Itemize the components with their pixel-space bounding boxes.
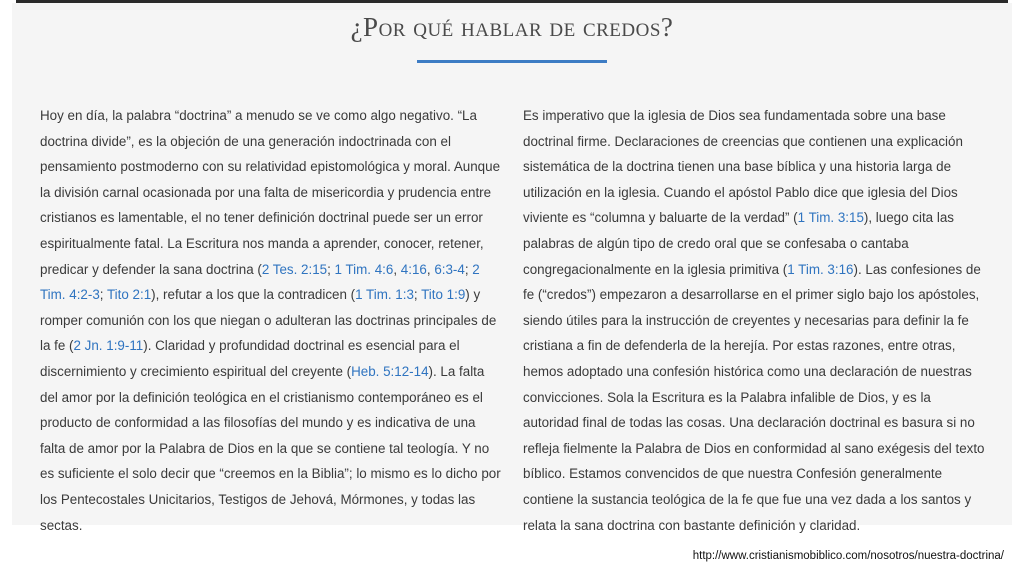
text-segment: ,: [426, 261, 435, 277]
title-underline: [417, 60, 607, 63]
text-segment: Hoy en día, la palabra “doctrina” a menudo se ve como algo negativo. “La doctrina divide”, es la objeción de una generación indoctrinada con el pensamiento postmoderno con su relatividad epistomológica y moral. Aunque la división carnal ocasionada por una falta de misericordia y prudencia entre cristianos es lamentable, el no tener definición doctrinal puede ser un error espiritualmente fatal. La Escritura nos manda a aprender, conocer, retener, predicar y defender la sana doctrina (: [40, 108, 501, 277]
left-column-paragraph: [40, 103, 502, 538]
content-panel: [12, 3, 1012, 533]
text-segment: ;: [327, 261, 335, 277]
text-segment: ;: [464, 261, 473, 277]
text-segment: ;: [99, 287, 107, 303]
text-segment: ), refutar a los que la contradicen (: [151, 287, 356, 303]
page-title: ¿Por qué hablar de credos?: [350, 12, 674, 42]
text-segment: ). La falta del amor por la definición teológica en el cristianismo contemporáneo es el producto de conformidad a las filosofías del mundo y es indicativa de una falta de amor por la Palabra de Dios en la que se contiene tal teología. Y no es suficiente el solo decir que “creemos en la Biblia”; lo mismo es lo dicho por los Pentecostales Unicitarios, Testigos de Jehová, Mórmones, y todas las sectas.: [40, 363, 501, 533]
source-url: http://www.cristianismobiblico.com/nosotros/nuestra-doctrina/: [692, 550, 1004, 562]
scripture-link[interactable]: Heb. 5:12-14: [351, 363, 429, 379]
text-segment: ). Las confesiones de fe (“credos”) empezaron a desarrollarse en el primer siglo bajo los apóstoles, siendo útiles para la instrucción de creyentes y necesarias para definir la fe cristiana a fin de defenderla de la herejía. Por estas razones, entre otras, hemos adoptado una confesión histórica como una declaración de nuestras convicciones. Sola la Escritura es la Palabra infalible de Dios, y es la autoridad final de todas las cosas. Una declaración doctrinal es basura si no refleja fielmente la Palabra de Dios en conformidad al sano exégesis del texto bíblico. Estamos convencidos de que nuestra Confesión generalmente contiene la sustancia teológica de la fe que fue una vez dada a los santos y relata la sana doctrina con bastante definición y claridad.: [523, 261, 985, 533]
scripture-link[interactable]: Tito 1:9: [421, 287, 466, 303]
scripture-link[interactable]: 4:16: [400, 261, 427, 277]
text-segment: ;: [413, 287, 422, 303]
scripture-link[interactable]: 1 Tim. 4:6: [334, 261, 394, 277]
scripture-link[interactable]: 1 Tim. 3:15: [797, 210, 864, 226]
text-segment: Es imperativo que la iglesia de Dios sea fundamentada sobre una base doctrinal firme. Declaraciones de creencias que contienen una explicación sistemática de la doctrina tienen una base bíblica y una historia larga de utilización en la iglesia. Cuando el apóstol Pablo dice que iglesia del Dios viviente es “columna y baluarte de la verdad” (: [523, 108, 963, 226]
scripture-link[interactable]: 1 Tim. 1:3: [355, 287, 414, 303]
scripture-link[interactable]: 2 Tes. 2:15: [261, 261, 328, 277]
text-segment: ) y romper comunión con los que niegan o adulteran las doctrinas principales de la fe (: [40, 287, 497, 354]
scripture-link[interactable]: 2 Tim. 4:2-3: [40, 261, 480, 303]
scripture-link[interactable]: 6:3-4: [434, 261, 465, 277]
scripture-link[interactable]: 1 Tim. 3:16: [787, 261, 854, 277]
text-segment: ). Claridad y profundidad doctrinal es esencial para el discernimiento y crecimiento espiritual del creyente (: [40, 338, 460, 379]
scripture-link[interactable]: 2 Jn. 1:9-11: [73, 338, 144, 354]
right-column-paragraph: [523, 103, 985, 538]
scripture-link[interactable]: Tito 2:1: [106, 287, 152, 303]
text-segment: ,: [393, 261, 401, 277]
text-segment: ), luego cita las palabras de algún tipo de credo oral que se confesaba o cantaba congregacionalmente en la iglesia primitiva (: [523, 210, 954, 277]
